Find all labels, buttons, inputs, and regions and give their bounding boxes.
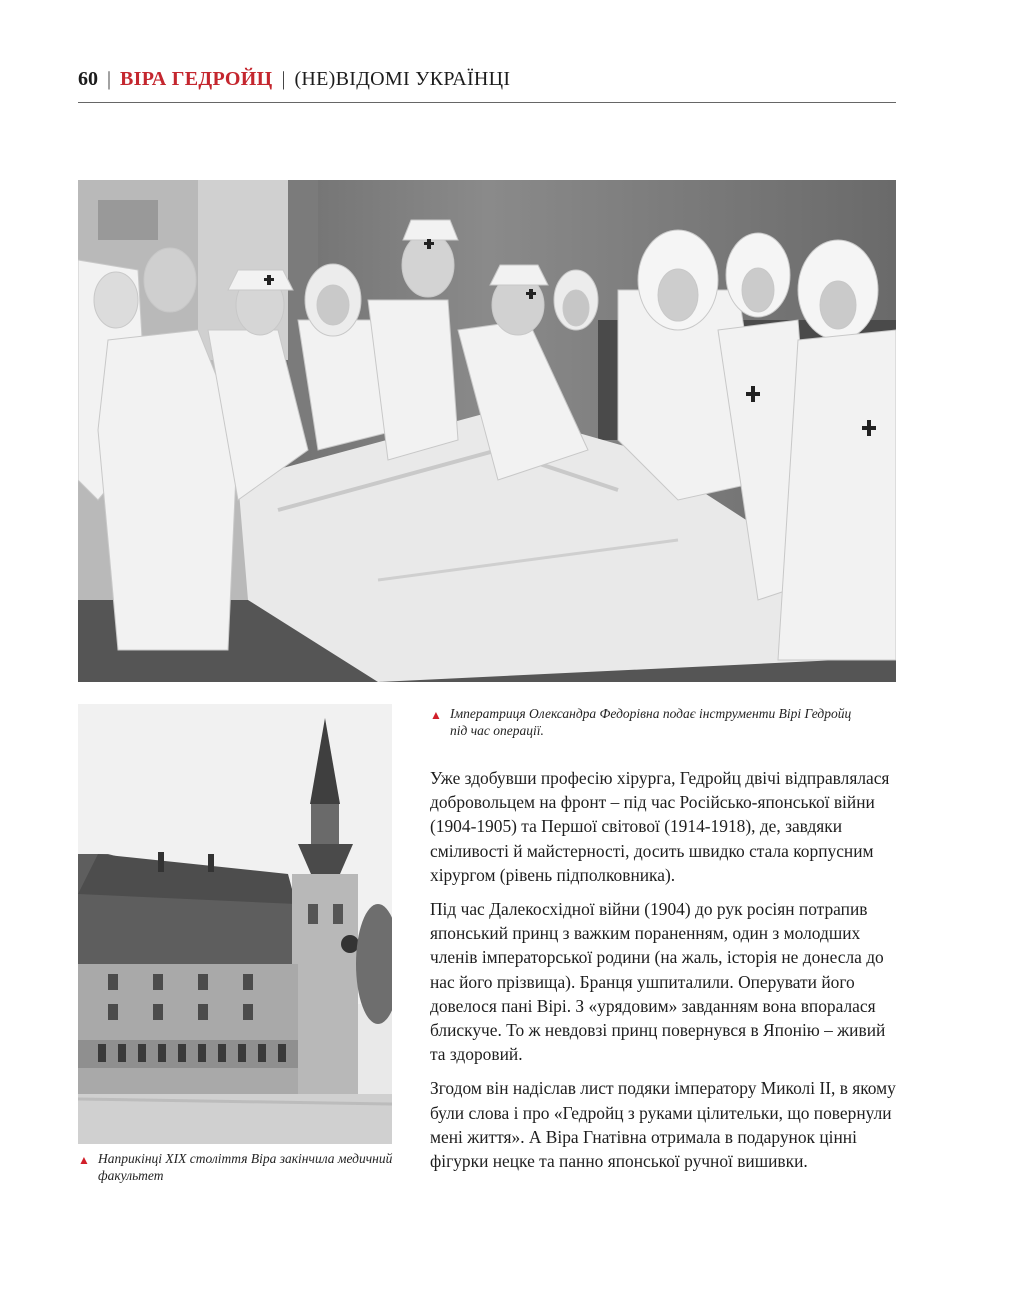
caption-triangle-icon: ▲ [430, 708, 442, 722]
caption-text: Імператриця Олександра Федорівна подає інструменти Вірі Гедройц під час операції. [450, 706, 852, 738]
surgery-photo [78, 180, 896, 682]
paragraph: Уже здобувши професію хірурга, Гедройц двічі відправлялася добровольцем на фронт – під час Російсько-японської війни (1904-1905) та Першої світової (1914-1918), де, завдяки сміливості й майстерності, досить швидко стала корпусним хірургом (рівень підполковника). [430, 768, 890, 885]
header-rule [78, 102, 896, 103]
university-building-photo [78, 704, 392, 1144]
caption-triangle-icon: ▲ [78, 1153, 90, 1167]
paragraph: Згодом він надіслав лист подяки імператору Миколі ІІ, в якому були слова і про «Гедройц з руками цілительки, що повернули мені життя». А Віра Гнатівна отримала в подарунок цінні фігурки нецке та панно японської ручної вишивки. [430, 1078, 896, 1172]
surgery-photo-caption [430, 705, 870, 739]
chapter-person-name: ВІРА ГЕДРОЙЦ [120, 68, 273, 90]
header-separator: | [281, 68, 286, 90]
running-header [78, 66, 896, 102]
book-series-title: (НЕ)ВІДОМІ УКРАЇНЦІ [294, 68, 511, 90]
header-separator: | [107, 68, 112, 90]
article-body [430, 766, 896, 1183]
page-number: 60 [78, 68, 98, 90]
paragraph: Під час Далекосхідної війни (1904) до рук росіян потрапив японський принц з важким пораненням, один з молодших членів імператорської родини (на жаль, історія не донесла до нас його прізвища). Бранця ушпиталили. Оперувати його довелося пані Вірі. З «урядовим» завданням вона впоралася блискуче. То ж невдовзі принц повернувся в Японію – живий та здоровий. [430, 899, 886, 1065]
caption-text: Наприкінці XIX століття Віра закінчила медичний факультет [98, 1151, 393, 1183]
building-photo-caption [78, 1150, 398, 1184]
